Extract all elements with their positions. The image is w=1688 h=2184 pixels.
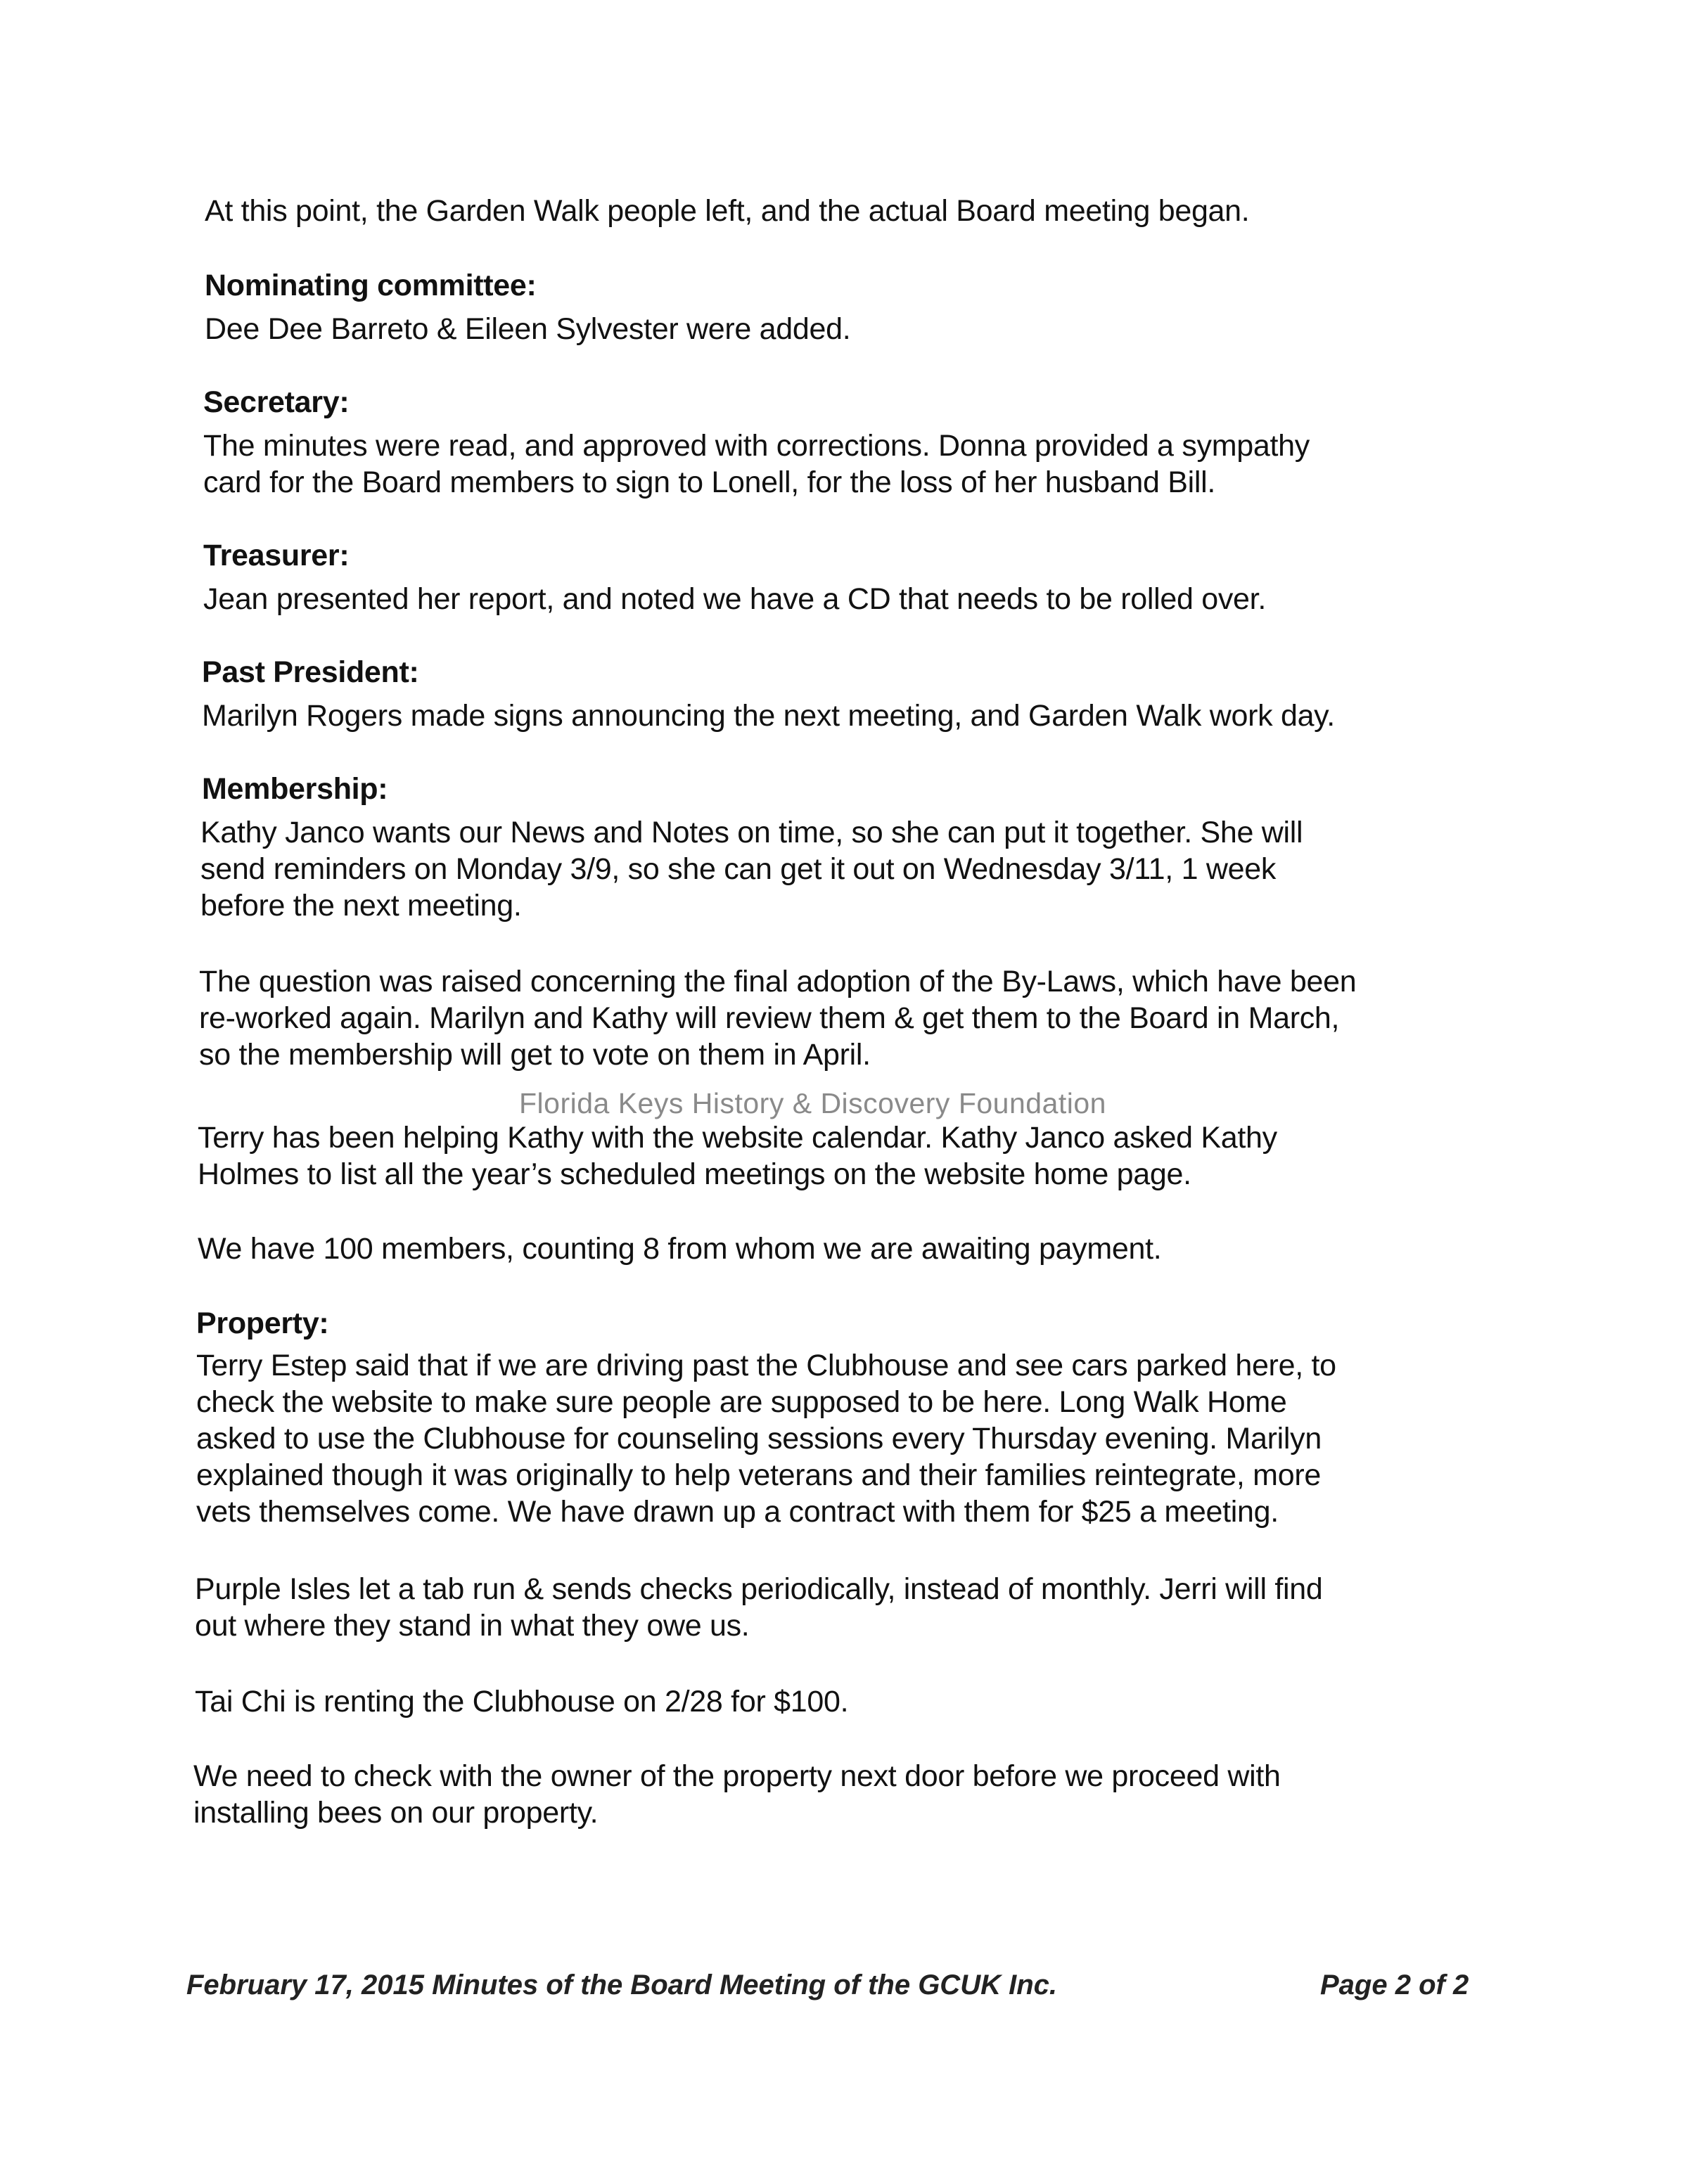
membership-heading: Membership: xyxy=(202,772,388,806)
footer-title: February 17, 2015 Minutes of the Board Meeting of the GCUK Inc. xyxy=(186,1970,1057,2000)
membership-line: re-worked again. Marilyn and Kathy will review them & get them to the Board in March, xyxy=(199,1001,1340,1035)
membership-line: before the next meeting. xyxy=(200,889,522,923)
membership-line: The question was raised concerning the final adoption of the By-Laws, which have been xyxy=(199,965,1357,998)
property-line: Purple Isles let a tab run & sends checks periodically, instead of monthly. Jerri will find xyxy=(195,1572,1323,1606)
treasurer-heading: Treasurer: xyxy=(203,539,350,572)
footer-page-number: Page 2 of 2 xyxy=(1320,1970,1469,2000)
membership-line: so the membership will get to vote on them in April. xyxy=(199,1038,871,1072)
secretary-heading: Secretary: xyxy=(203,385,350,419)
property-line: Terry Estep said that if we are driving past the Clubhouse and see cars parked here, to xyxy=(196,1349,1336,1382)
property-line: Tai Chi is renting the Clubhouse on 2/28 for $100. xyxy=(195,1685,849,1719)
past-president-line: Marilyn Rogers made signs announcing the next meeting, and Garden Walk work day. xyxy=(202,699,1335,733)
watermark-text: Florida Keys History & Discovery Foundation xyxy=(519,1087,1106,1119)
membership-line: Holmes to list all the year’s scheduled meetings on the website home page. xyxy=(198,1157,1191,1191)
treasurer-line: Jean presented her report, and noted we have a CD that needs to be rolled over. xyxy=(203,582,1266,616)
property-line: asked to use the Clubhouse for counseling sessions every Thursday evening. Marilyn xyxy=(196,1422,1322,1456)
membership-line: Kathy Janco wants our News and Notes on time, so she can put it together. She will xyxy=(200,816,1303,849)
property-line: explained though it was originally to help veterans and their families reintegrate, more xyxy=(196,1458,1321,1492)
membership-line: We have 100 members, counting 8 from whom we are awaiting payment. xyxy=(198,1232,1162,1266)
property-line: out where they stand in what they owe us. xyxy=(195,1609,750,1643)
property-line: installing bees on our property. xyxy=(193,1796,599,1830)
secretary-line: The minutes were read, and approved with corrections. Donna provided a sympathy xyxy=(203,429,1310,463)
property-line: We need to check with the owner of the property next door before we proceed with xyxy=(193,1759,1281,1793)
membership-line: Terry has been helping Kathy with the website calendar. Kathy Janco asked Kathy xyxy=(198,1121,1277,1155)
nominating-line: Dee Dee Barreto & Eileen Sylvester were added. xyxy=(205,312,851,346)
past-president-heading: Past President: xyxy=(202,655,419,689)
nominating-heading: Nominating committee: xyxy=(205,269,537,302)
intro-text: At this point, the Garden Walk people left, and the actual Board meeting began. xyxy=(205,194,1250,228)
membership-line: send reminders on Monday 3/9, so she can get it out on Wednesday 3/11, 1 week xyxy=(200,852,1277,886)
secretary-line: card for the Board members to sign to Lonell, for the loss of her husband Bill. xyxy=(203,465,1216,499)
property-line: check the website to make sure people are supposed to be here. Long Walk Home xyxy=(196,1385,1287,1419)
property-line: vets themselves come. We have drawn up a contract with them for $25 a meeting. xyxy=(196,1495,1279,1529)
property-heading: Property: xyxy=(196,1306,329,1340)
